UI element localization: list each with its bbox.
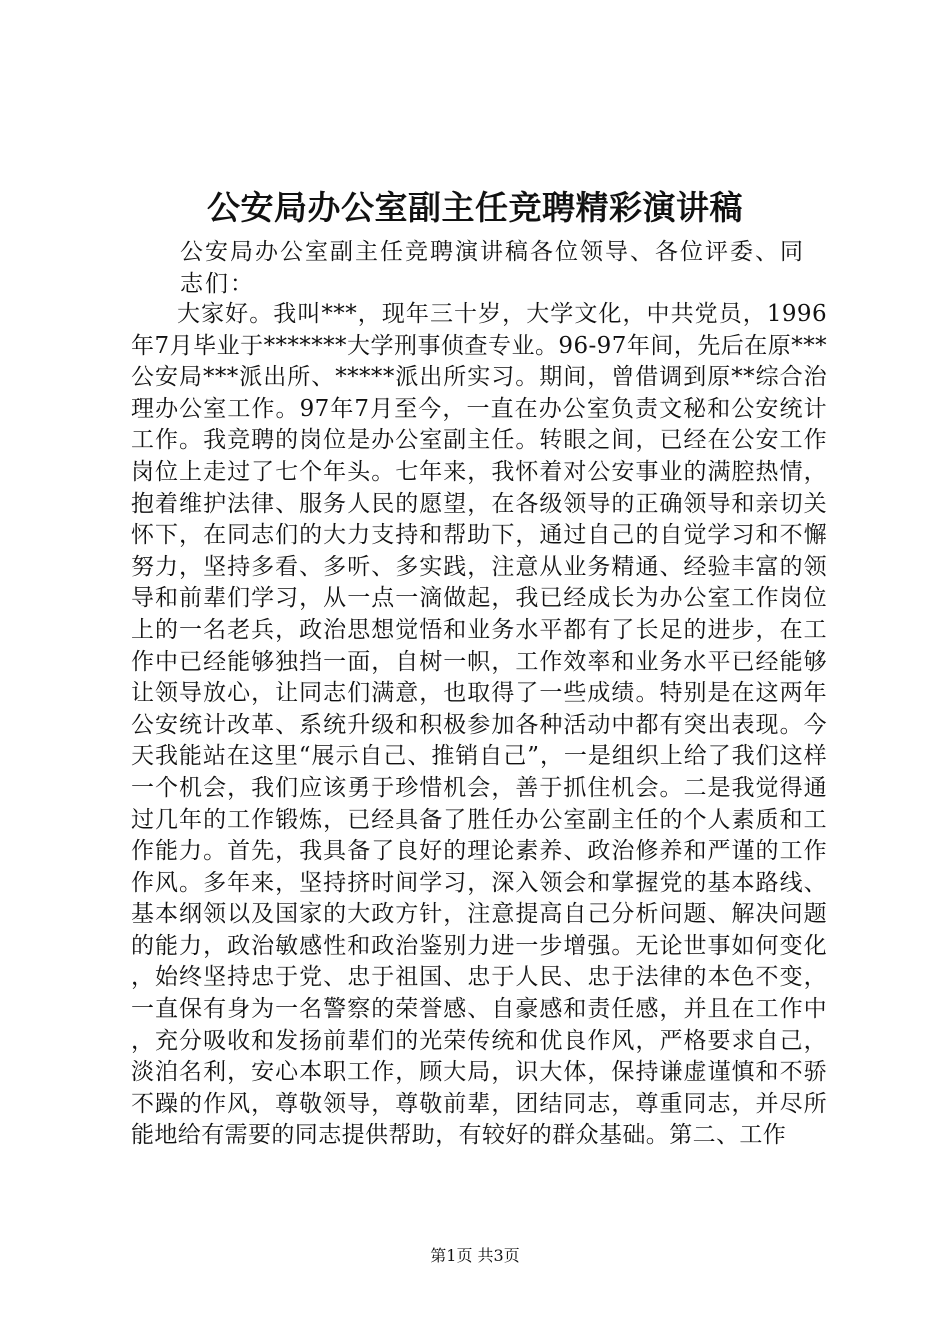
document-body: 大家好。我叫***，现年三十岁，大学文化，中共党员，1996年7月毕业于*******大学刑事侦查专业。96-97年间，先后在原***公安局***派出所、*****派出所实习。期间，曾借调到原**综合治理办公室工作。97年7月至今，一直在办公室负责文秘和公安统计工作。我竞聘的岗位是办公室副主任。转眼之间，已经在公安工作岗位上走过了七个年头。七年来，我怀着对公安事业的满腔热情，抱着维护法律、服务人民的愿望，在各级领导的正确领导和亲切关怀下，在同志们的大力支持和帮助下，通过自己的自觉学习和不懈努力，坚持多看、多听、多实践，注意从业务精通、经验丰富的领导和前辈们学习，从一点一滴做起，我已经成长为办公室工作岗位上的一名老兵，政治思想觉悟和业务水平都有了长足的进步，在工作中已经能够独挡一面，自树一帜，工作效率和业务水平已经能够让领导放心，让同志们满意，也取得了一些成绩。特别是在这两年公安统计改革、系统升级和积极参加各种活动中都有突出表现。今天我能站在这里“展示自己、推销自己”，一是组织上给了我们这样一个机会，我们应该勇于珍惜机会，善于抓住机会。二是我觉得通过几年的工作锻炼，已经具备了胜任办公室副主任的个人素质和工作能力。首先，我具备了良好的理论素养、政治修养和严谨的工作作风。多年来，坚持挤时间学习，深入领会和掌握党的基本路线、基本纲领以及国家的大政方针，注意提高自己分析问题、解决问题的能力，政治敏感性和政治鉴别力进一步增强。无论世事如何变化，始终坚持忠于党、忠于祖国、忠于人民、忠于法律的本色不变，一直保有身为一名警察的荣誉感、自豪感和责任感，并且在工作中，充分吸收和发扬前辈们的光荣传统和优良作风，严格要求自己，淡泊名利，安心本职工作，顾大局，识大体，保持谦虚谨慎和不骄不躁的作风，尊敬领导，尊敬前辈，团结同志，尊重同志，并尽所能地给有需要的同志提供帮助，有较好的群众基础。第二、工作 <box>131 301 827 1149</box>
document-title: 公安局办公室副主任竞聘精彩演讲稿 <box>207 188 743 227</box>
page-number-footer: 第1页 共3页 <box>430 1246 520 1265</box>
document-intro: 公安局办公室副主任竞聘演讲稿各位领导、各位评委、同志们： <box>180 239 805 297</box>
